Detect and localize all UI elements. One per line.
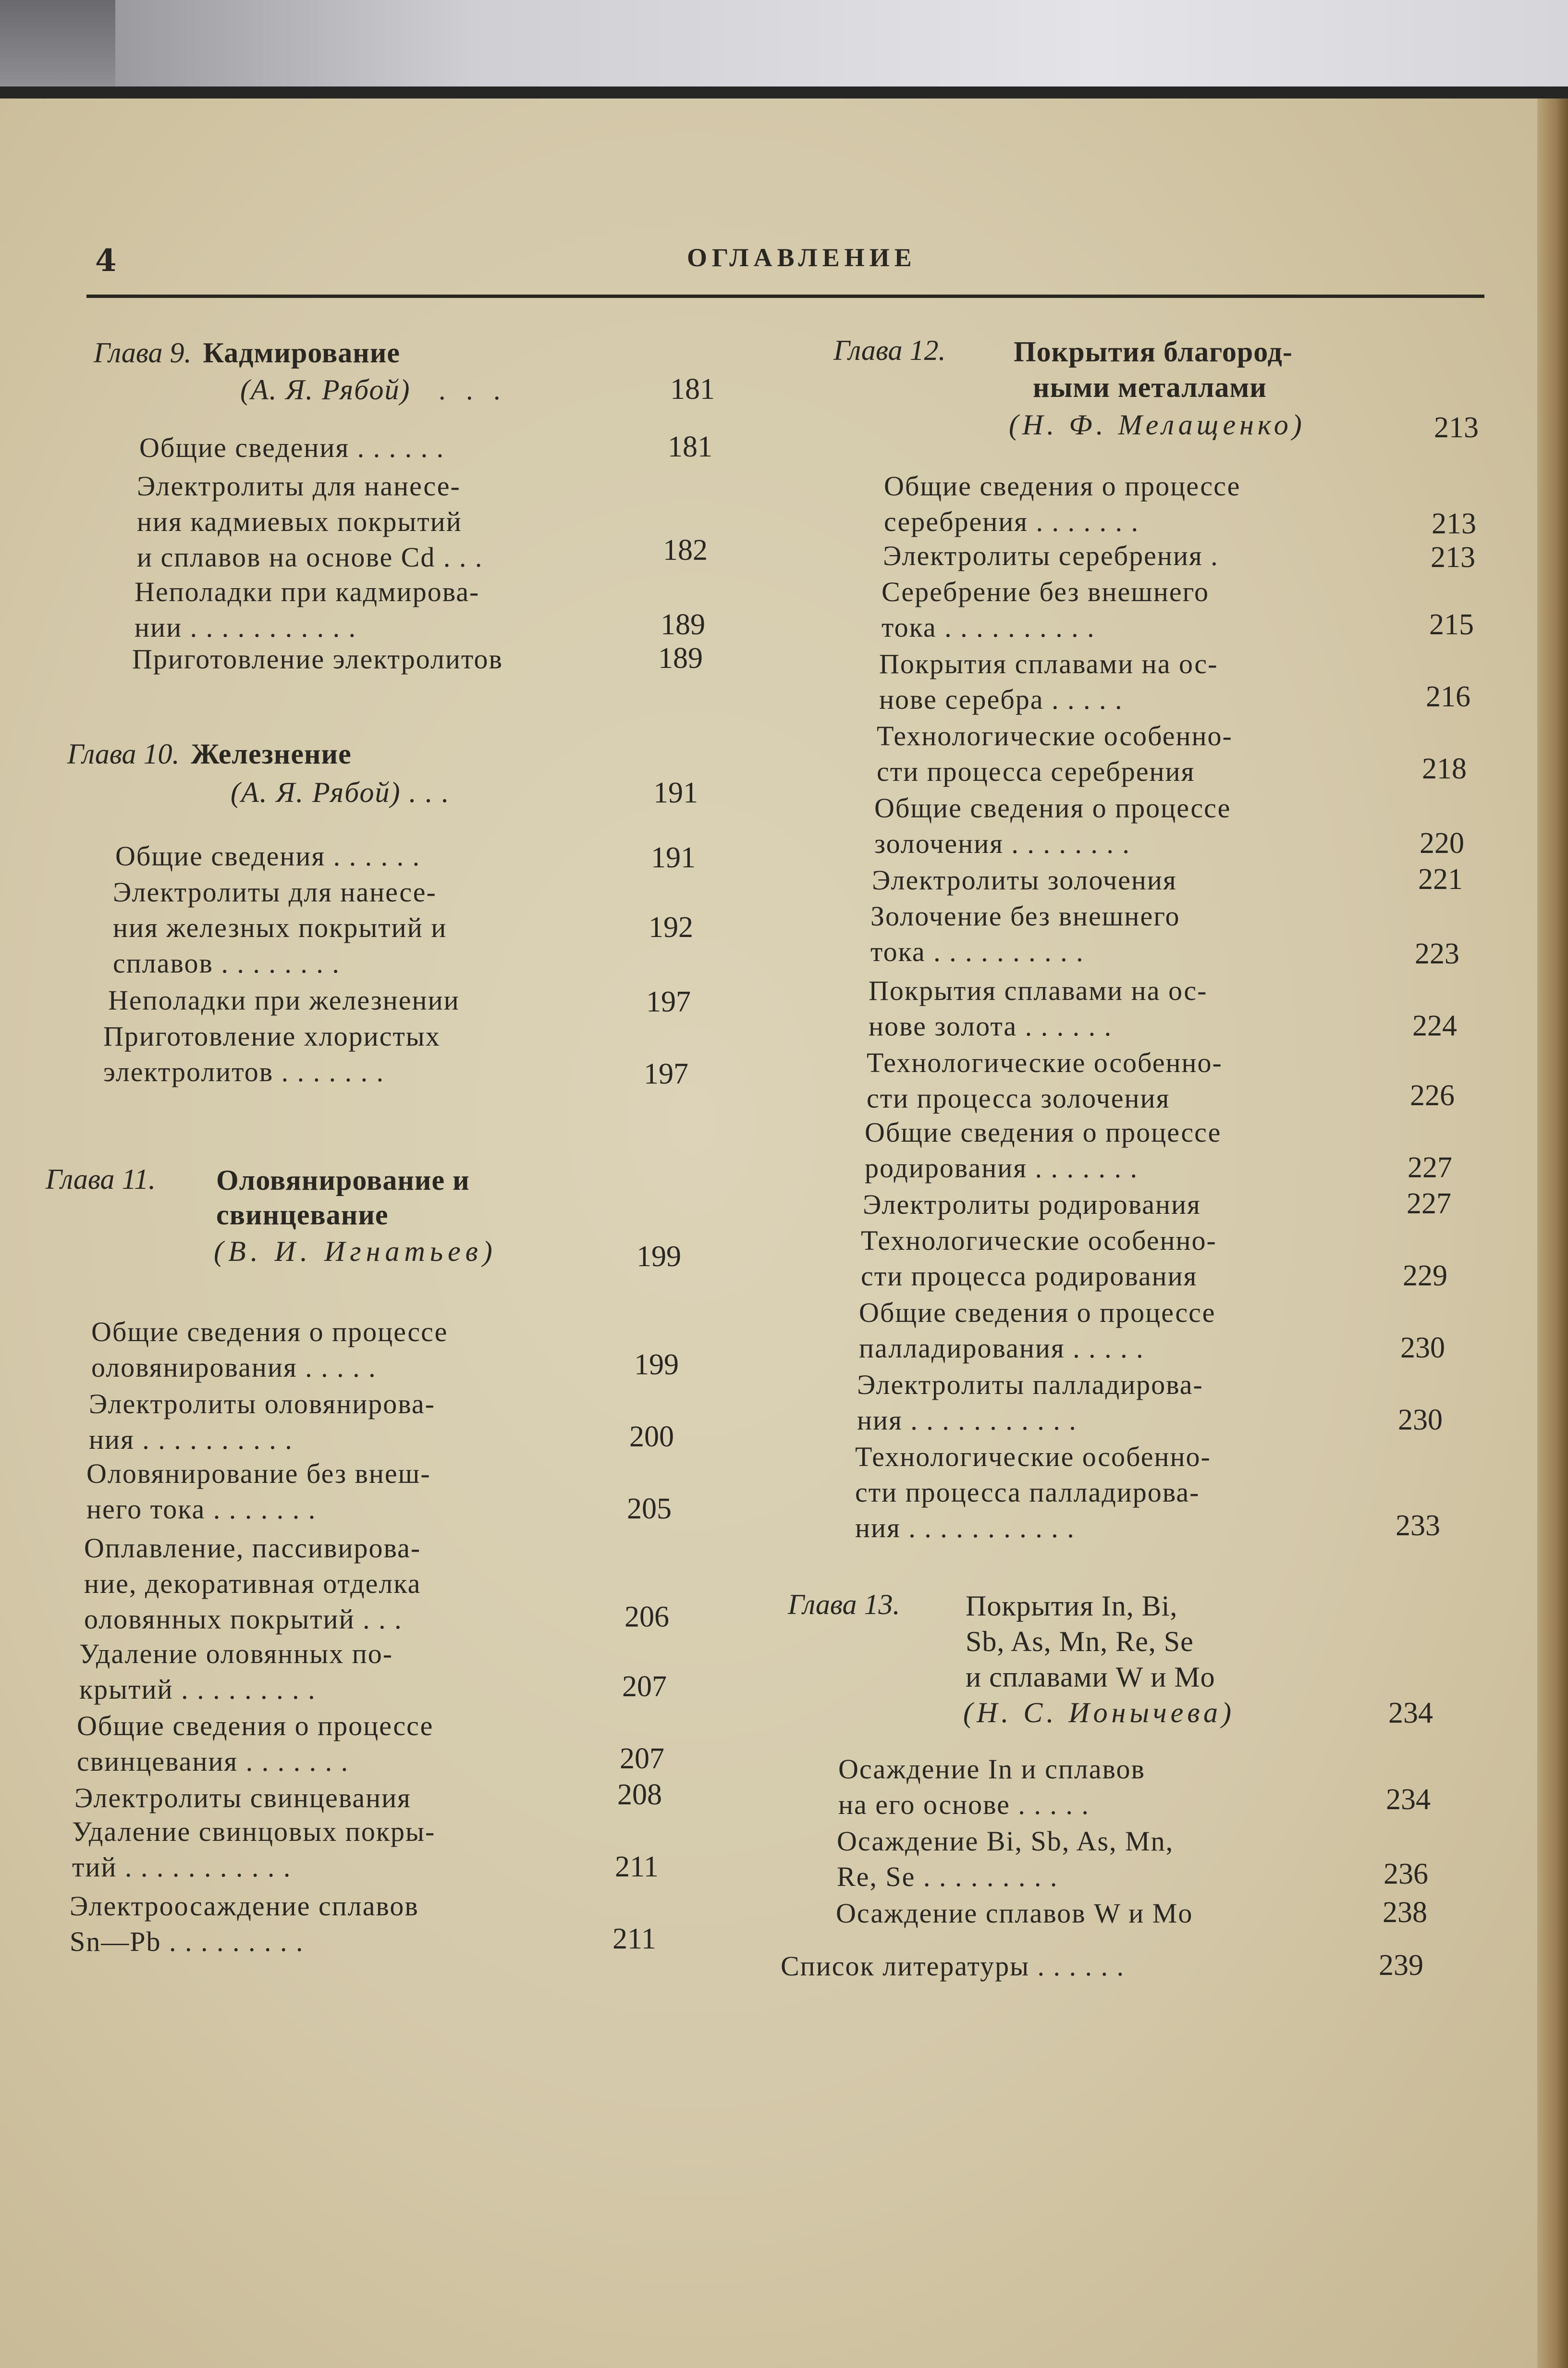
toc-page: 218: [1422, 752, 1467, 785]
toc-page: 191: [651, 841, 696, 874]
toc-item: Технологические особенно- сти процесса серебрения: [877, 720, 1233, 787]
toc-page: 197: [644, 1058, 688, 1090]
toc-page: 213: [1431, 541, 1475, 574]
toc-item: Удаление оловянных по- крытий . . . . . . . . .: [79, 1638, 393, 1705]
toc-item: Оловянирование без внеш- него тока . . . . . . .: [86, 1458, 431, 1525]
page-number: 4: [95, 243, 118, 279]
toc-page: 189: [661, 608, 705, 641]
toc-page: 207: [622, 1670, 667, 1703]
toc-item: Электролиты для нанесе- ния железных покрытий и сплавов . . . . . . . .: [113, 876, 447, 979]
chapter-11-page: 199: [637, 1240, 681, 1273]
toc-page: 238: [1383, 1896, 1427, 1929]
toc-item: Электролиты золочения: [872, 864, 1177, 896]
chapter-10-author: (А. Я. Рябой) . . .: [231, 777, 450, 808]
toc-page: 215: [1429, 608, 1474, 641]
toc-page: 221: [1418, 863, 1463, 896]
toc-item: Общие сведения . . . . . .: [115, 840, 421, 872]
toc-item: Электролиты для нанесе- ния кадмиевых покрытий и сплавов на основе Cd . . .: [137, 470, 483, 573]
toc-item: Технологические особенно- сти процесса палладирова- ния . . . . . . . . . . .: [855, 1441, 1211, 1543]
toc-item: Золочение без внешнего тока . . . . . . . . . .: [870, 900, 1180, 967]
chapter-12-heading: Глава 12.: [833, 334, 946, 366]
chapter-11-author: (В. И. Игнатьев): [214, 1235, 497, 1267]
toc-item: Электролиты палладирова- ния . . . . . . . . . . .: [857, 1369, 1203, 1436]
toc-item: Общие сведения о процессе родирования . . . . . . .: [865, 1117, 1222, 1184]
toc-item: Электроосаждение сплавов Sn—Pb . . . . . . . . .: [70, 1890, 419, 1957]
toc-item: Неполадки при железнении: [108, 985, 460, 1016]
toc-item: Серебрение без внешнего тока . . . . . . . . . .: [882, 576, 1210, 643]
toc-item: Общие сведения . . . . . .: [139, 432, 445, 463]
header-rule: [86, 295, 1484, 298]
toc-page: 236: [1384, 1858, 1428, 1890]
toc-page: 226: [1410, 1079, 1455, 1112]
chapter-12-page: 213: [1434, 411, 1479, 444]
toc-page: 206: [625, 1601, 669, 1633]
bibliography-page: 239: [1379, 1949, 1423, 1982]
chapter-12-title: Покрытия благород- ными металлами: [1014, 336, 1293, 403]
chapter-title: Кадмирование: [203, 337, 401, 369]
chapter-13-heading: Глава 13.: [788, 1589, 900, 1620]
toc-item: Общие сведения о процессе палладирования . . . . .: [859, 1297, 1216, 1364]
chapter-9-heading: [94, 336, 400, 370]
toc-page: 197: [646, 986, 691, 1018]
toc-item: Общие сведения о процессе серебрения . . . . . . .: [884, 470, 1241, 537]
toc-item: Технологические особенно- сти процесса золочения: [867, 1047, 1223, 1114]
toc-item: Удаление свинцовых покры- тий . . . . . . . . . . .: [72, 1816, 436, 1883]
toc-page: 182: [663, 534, 708, 567]
toc-page: 224: [1412, 1010, 1457, 1042]
chapter-13-title: Покрытия In, Bi, Sb, As, Mn, Re, Se и сплавами W и Mo: [966, 1590, 1215, 1693]
toc-item: Осаждение In и сплавов на его основе . . . . .: [838, 1753, 1145, 1820]
toc-page: 223: [1415, 937, 1459, 970]
toc-item: Покрытия сплавами на ос- нове золота . . . . . .: [869, 975, 1208, 1042]
toc-page: 211: [615, 1850, 659, 1883]
toc-item: Неполадки при кадмирова- нии . . . . . . . . . . .: [135, 576, 480, 643]
toc-item: Общие сведения о процессе свинцевания . . . . . . .: [77, 1710, 434, 1777]
toc-item: Осаждение сплавов W и Mo: [836, 1898, 1193, 1929]
toc-page: 189: [658, 642, 703, 675]
toc-item: Осаждение Bi, Sb, As, Mn, Re, Se . . . . . . . . .: [837, 1825, 1174, 1892]
toc-item: Покрытия сплавами на ос- нове серебра . . . . .: [879, 648, 1218, 715]
toc-item: Общие сведения о процессе золочения . . . . . . . .: [874, 792, 1231, 859]
toc-page: 233: [1396, 1509, 1440, 1542]
toc-page: 199: [634, 1348, 679, 1381]
toc-page: 227: [1408, 1151, 1452, 1184]
page-edge-shadow: [1537, 99, 1568, 2368]
chapter-9-page: 181: [670, 373, 715, 406]
chapter-10-page: 191: [653, 777, 698, 809]
toc-page: 208: [617, 1778, 662, 1811]
bibliography-entry: Список литературы . . . . . .: [781, 1950, 1125, 1982]
running-head: ОГЛАВЛЕНИЕ: [687, 243, 917, 272]
toc-item: Технологические особенно- сти процесса родирования: [861, 1225, 1217, 1292]
book-page: [0, 99, 1537, 2368]
toc-item: Оплавление, пассивирова- ние, декоративная отделка оловянных покрытий . . .: [84, 1532, 421, 1635]
toc-item: Приготовление хлористых электролитов . . . . . . .: [103, 1021, 441, 1087]
toc-page: 229: [1403, 1259, 1447, 1292]
toc-page: 200: [629, 1420, 674, 1453]
toc-page: 227: [1407, 1187, 1451, 1220]
toc-page: 230: [1398, 1404, 1443, 1436]
chapter-11-title: Оловянирование и свинцевание: [216, 1164, 470, 1231]
toc-page: 181: [668, 431, 712, 463]
chapter-12-author: (Н. Ф. Мелащенко): [1009, 409, 1306, 441]
chapter-11-heading: Глава 11.: [46, 1163, 156, 1195]
toc-item: Электролиты серебрения .: [883, 540, 1219, 571]
toc-page: 207: [620, 1742, 664, 1775]
toc-item: Электролиты свинцевания: [74, 1782, 411, 1813]
toc-item: Приготовление электролитов: [132, 643, 503, 675]
chapter-label: Глава 9.: [94, 337, 192, 369]
toc-item: Общие сведения о процессе оловянирования . . . . .: [91, 1316, 448, 1383]
toc-page: 192: [649, 911, 693, 944]
toc-page: 230: [1400, 1332, 1445, 1364]
toc-page: 234: [1386, 1783, 1431, 1816]
chapter-10-heading: Глава 10. Железнение: [67, 738, 352, 770]
toc-item: Электролиты родирования: [863, 1189, 1201, 1220]
chapter-13-page: 234: [1388, 1697, 1433, 1729]
chapter-9-author: (А. Я. Рябой) . . .: [240, 374, 507, 406]
toc-item: Электролиты оловянирова- ния . . . . . . . . . .: [89, 1388, 435, 1455]
toc-page: 213: [1432, 507, 1476, 540]
toc-page: 205: [627, 1492, 672, 1525]
toc-page: 211: [612, 1923, 656, 1955]
toc-page: 220: [1420, 827, 1464, 860]
chapter-13-author: (Н. С. Ионычева): [963, 1697, 1235, 1728]
toc-page: 216: [1426, 680, 1470, 713]
